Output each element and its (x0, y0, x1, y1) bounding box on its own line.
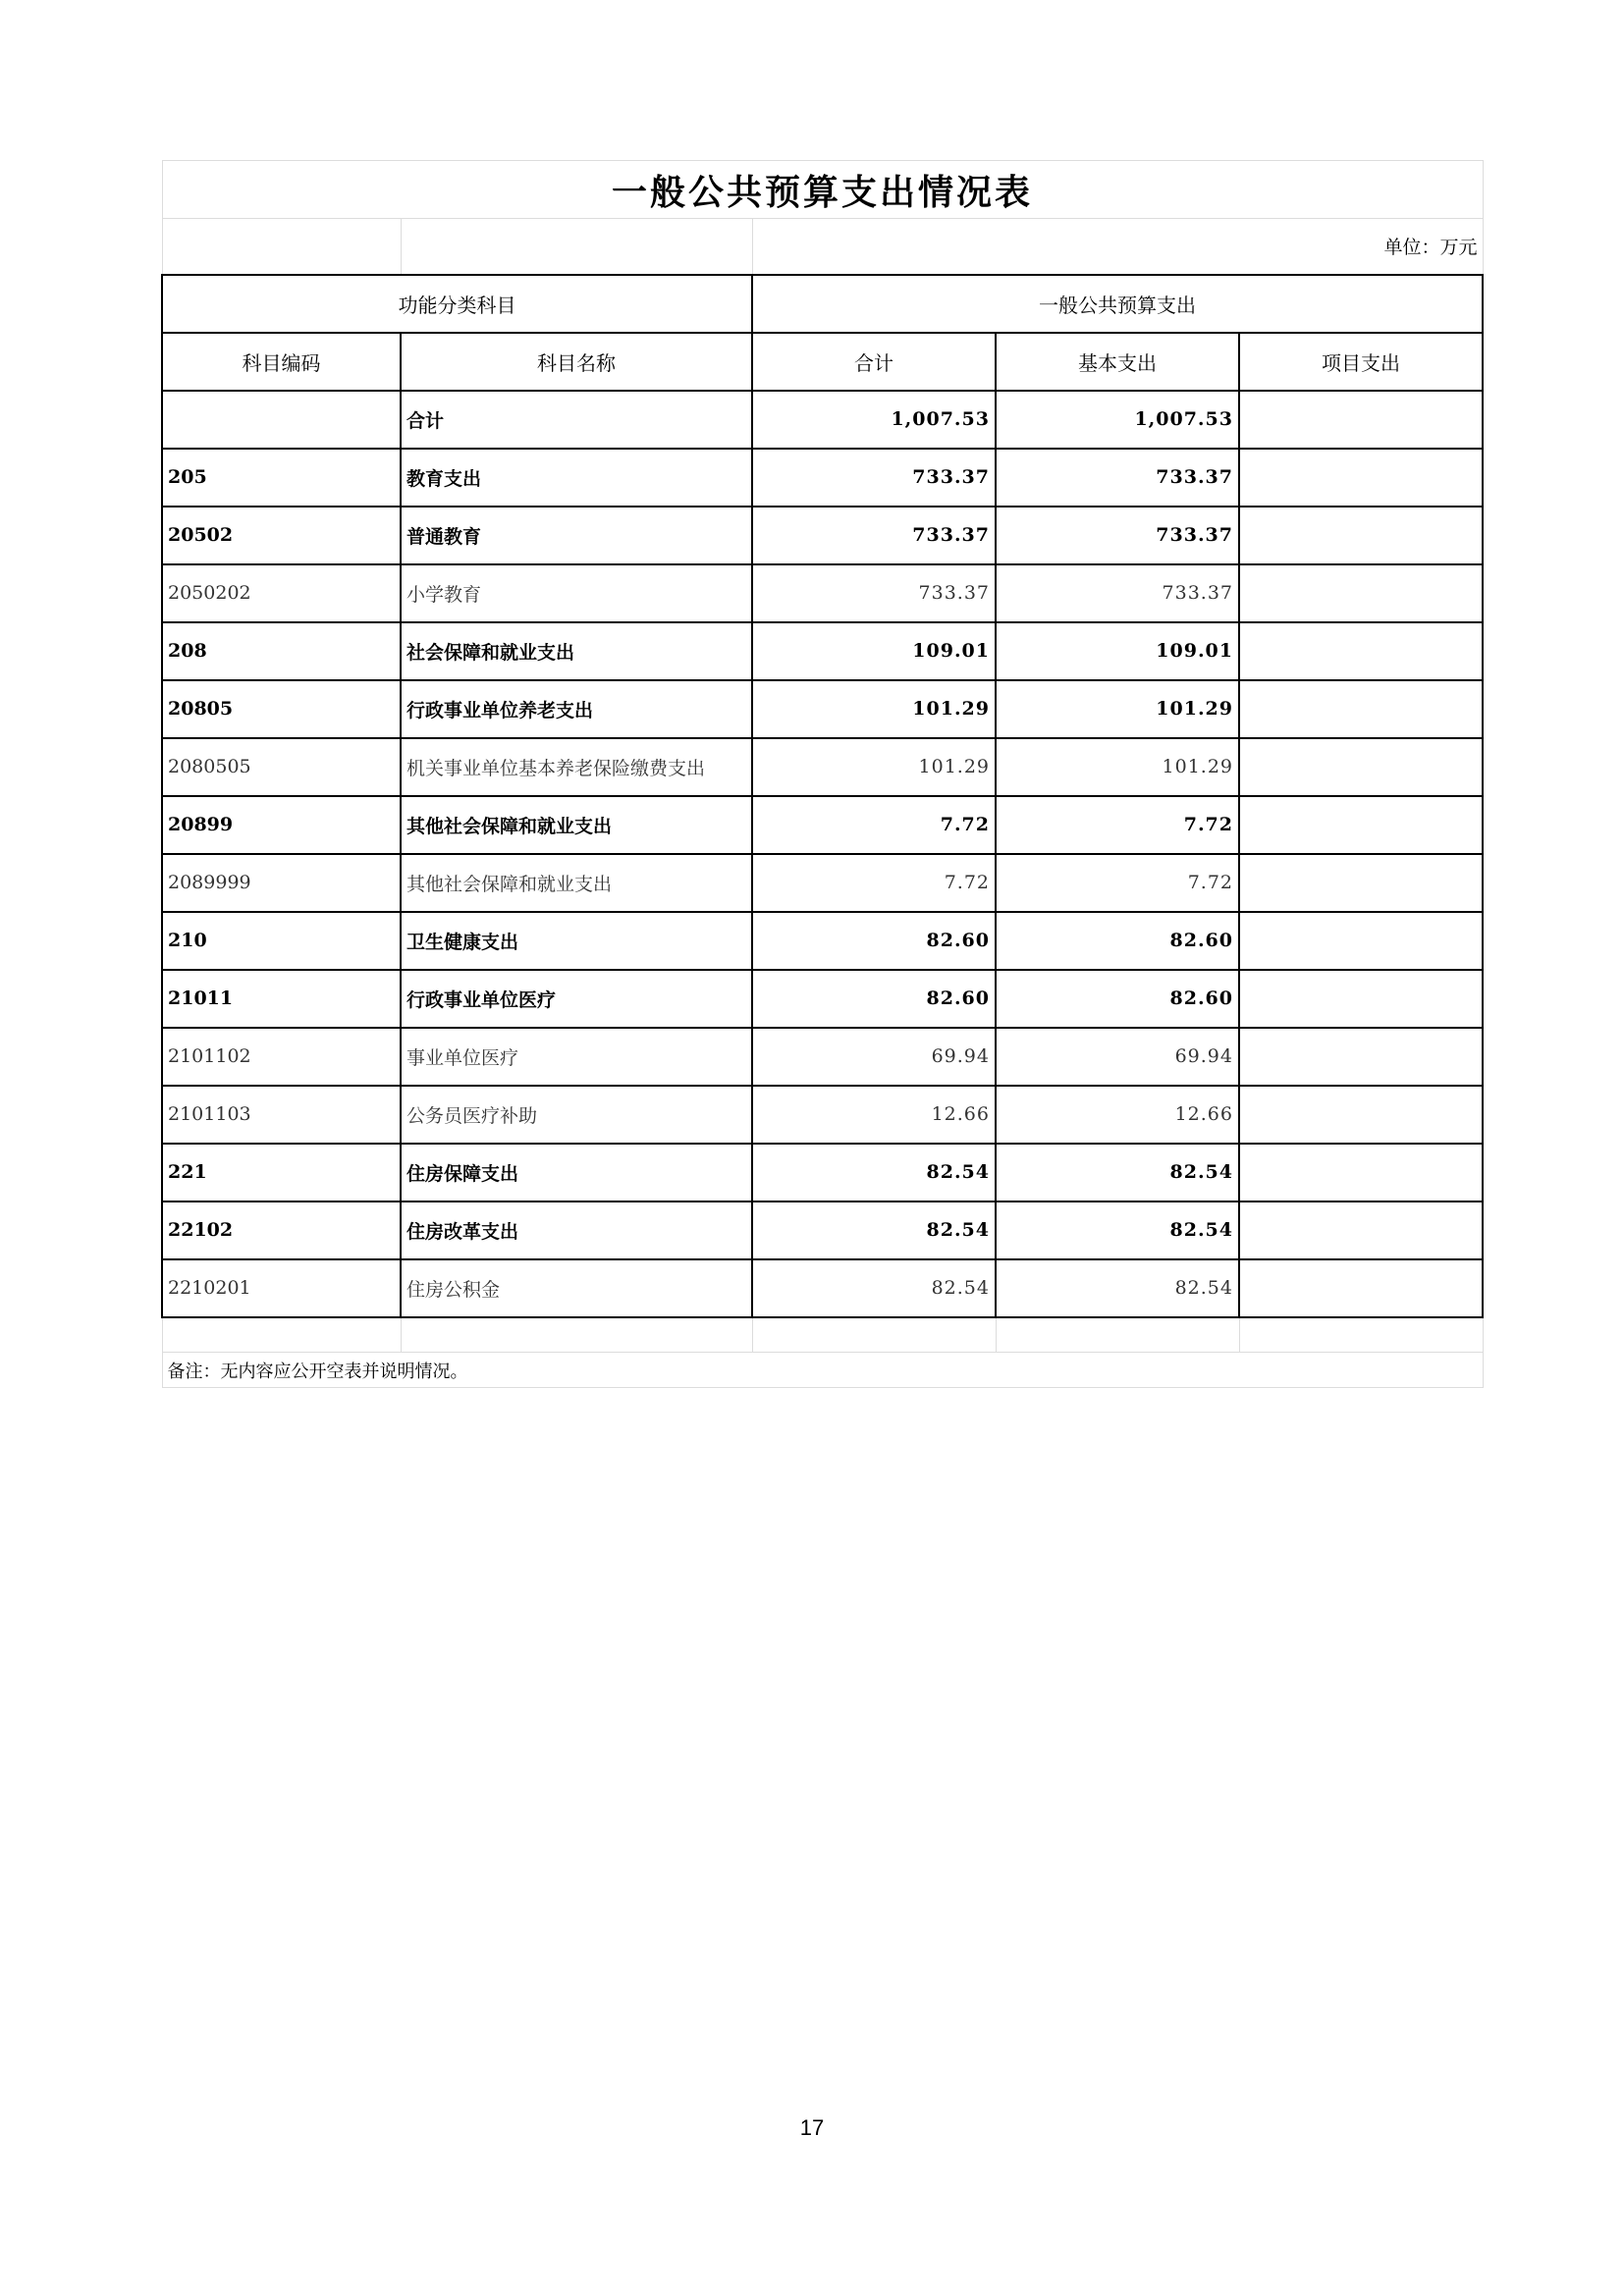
cell-name: 小学教育 (401, 564, 752, 622)
table-row (162, 854, 1483, 912)
column-header-name: 科目名称 (401, 333, 752, 391)
cell-name: 机关事业单位基本养老保险缴费支出 (401, 738, 752, 796)
table-row (162, 970, 1483, 1028)
blank-cell (162, 219, 401, 275)
cell-code: 2089999 (162, 854, 401, 912)
table-row (162, 738, 1483, 796)
budget-table (161, 160, 1484, 1388)
cell-basic: 101.29 (996, 680, 1239, 738)
blank-cell (996, 1317, 1239, 1353)
table-row (162, 1144, 1483, 1201)
column-header-code: 科目编码 (162, 333, 401, 391)
cell-code: 2101102 (162, 1028, 401, 1086)
cell-name: 住房改革支出 (401, 1201, 752, 1259)
blank-cell (1239, 1317, 1483, 1353)
cell-basic: 82.54 (996, 1201, 1239, 1259)
cell-code: 2080505 (162, 738, 401, 796)
unit-label: 单位：万元 (752, 219, 1483, 275)
cell-project (1239, 1086, 1483, 1144)
blank-cell (401, 219, 752, 275)
table-row (162, 1259, 1483, 1317)
cell-code: 21011 (162, 970, 401, 1028)
cell-project (1239, 564, 1483, 622)
cell-basic: 7.72 (996, 796, 1239, 854)
cell-total: 101.29 (752, 680, 996, 738)
cell-basic: 82.60 (996, 970, 1239, 1028)
cell-total: 82.60 (752, 970, 996, 1028)
cell-project (1239, 449, 1483, 507)
cell-code: 20502 (162, 507, 401, 564)
cell-code: 208 (162, 622, 401, 680)
cell-code: 2050202 (162, 564, 401, 622)
blank-row (162, 1317, 1483, 1353)
cell-basic: 1,007.53 (996, 391, 1239, 449)
cell-project (1239, 680, 1483, 738)
cell-project (1239, 912, 1483, 970)
cell-code: 20805 (162, 680, 401, 738)
cell-name: 卫生健康支出 (401, 912, 752, 970)
budget-sheet (161, 160, 1482, 1388)
cell-basic: 69.94 (996, 1028, 1239, 1086)
cell-basic: 82.54 (996, 1144, 1239, 1201)
column-header-basic: 基本支出 (996, 333, 1239, 391)
cell-project (1239, 796, 1483, 854)
table-row (162, 680, 1483, 738)
cell-name: 其他社会保障和就业支出 (401, 796, 752, 854)
cell-basic: 12.66 (996, 1086, 1239, 1144)
cell-total: 82.54 (752, 1144, 996, 1201)
cell-total: 82.54 (752, 1201, 996, 1259)
table-row (162, 1086, 1483, 1144)
table-row (162, 622, 1483, 680)
table-row (162, 391, 1483, 449)
group-header-functional: 功能分类科目 (162, 275, 752, 333)
cell-name: 公务员医疗补助 (401, 1086, 752, 1144)
cell-total: 733.37 (752, 449, 996, 507)
cell-total: 69.94 (752, 1028, 996, 1086)
cell-basic: 7.72 (996, 854, 1239, 912)
cell-project (1239, 1259, 1483, 1317)
cell-code: 210 (162, 912, 401, 970)
table-row (162, 1201, 1483, 1259)
blank-cell (401, 1317, 752, 1353)
cell-total: 7.72 (752, 854, 996, 912)
cell-name: 事业单位医疗 (401, 1028, 752, 1086)
cell-project (1239, 1144, 1483, 1201)
cell-project (1239, 970, 1483, 1028)
cell-total: 82.60 (752, 912, 996, 970)
table-title: 一般公共预算支出情况表 (162, 161, 1483, 219)
table-row (162, 507, 1483, 564)
cell-total: 82.54 (752, 1259, 996, 1317)
cell-total: 109.01 (752, 622, 996, 680)
cell-name: 行政事业单位养老支出 (401, 680, 752, 738)
cell-basic: 82.60 (996, 912, 1239, 970)
cell-project (1239, 391, 1483, 449)
cell-project (1239, 1028, 1483, 1086)
cell-code (162, 391, 401, 449)
cell-code: 205 (162, 449, 401, 507)
cell-basic: 109.01 (996, 622, 1239, 680)
cell-name: 合计 (401, 391, 752, 449)
cell-total: 733.37 (752, 507, 996, 564)
cell-project (1239, 622, 1483, 680)
cell-name: 教育支出 (401, 449, 752, 507)
cell-project (1239, 1201, 1483, 1259)
cell-name: 住房保障支出 (401, 1144, 752, 1201)
table-row (162, 796, 1483, 854)
table-note: 备注：无内容应公开空表并说明情况。 (162, 1353, 1483, 1388)
cell-basic: 82.54 (996, 1259, 1239, 1317)
cell-code: 2210201 (162, 1259, 401, 1317)
cell-name: 普通教育 (401, 507, 752, 564)
blank-cell (162, 1317, 401, 1353)
table-row (162, 912, 1483, 970)
cell-basic: 733.37 (996, 449, 1239, 507)
cell-code: 221 (162, 1144, 401, 1201)
cell-basic: 733.37 (996, 507, 1239, 564)
table-row (162, 449, 1483, 507)
table-row (162, 564, 1483, 622)
cell-basic: 733.37 (996, 564, 1239, 622)
cell-name: 行政事业单位医疗 (401, 970, 752, 1028)
cell-code: 20899 (162, 796, 401, 854)
cell-project (1239, 854, 1483, 912)
cell-code: 2101103 (162, 1086, 401, 1144)
cell-total: 1,007.53 (752, 391, 996, 449)
cell-project (1239, 738, 1483, 796)
table-row (162, 1028, 1483, 1086)
cell-basic: 101.29 (996, 738, 1239, 796)
cell-project (1239, 507, 1483, 564)
cell-total: 733.37 (752, 564, 996, 622)
cell-total: 12.66 (752, 1086, 996, 1144)
cell-total: 101.29 (752, 738, 996, 796)
column-header-project: 项目支出 (1239, 333, 1483, 391)
group-header-budget: 一般公共预算支出 (752, 275, 1483, 333)
page-number: 17 (799, 2115, 825, 2140)
column-header-total: 合计 (752, 333, 996, 391)
cell-code: 22102 (162, 1201, 401, 1259)
blank-cell (752, 1317, 996, 1353)
cell-name: 其他社会保障和就业支出 (401, 854, 752, 912)
cell-name: 社会保障和就业支出 (401, 622, 752, 680)
cell-total: 7.72 (752, 796, 996, 854)
cell-name: 住房公积金 (401, 1259, 752, 1317)
